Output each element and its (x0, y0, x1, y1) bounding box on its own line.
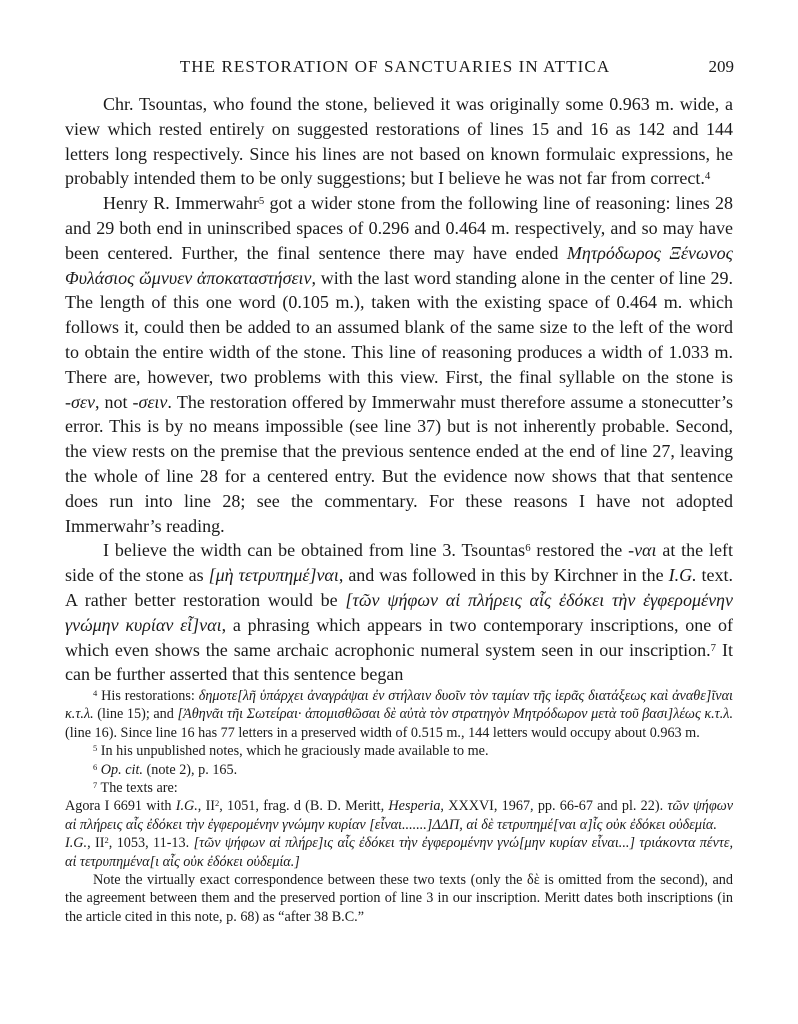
footnote-ref-5: 5 (258, 195, 265, 208)
text-entry-ig: I.G., $II^2$, 1053, 11-13. [τῶν ψήφων αἱ πλήρε]ις αἷς ἐδόκει τὴν ἐγφερομένην γνώ[μην κυρίαν εἶναι...] τριάκοντα πέντε, αἱ τετρυπημένα[ι αἷς οὐκ ἐδόκει οὐδεμία.] (65, 835, 734, 870)
greek-inscription-text: τῶν ψήφων αἱ πλήρεις αἷς ἐδόκει τὴν ἐγφερομένην γνώμην κυρίαν [εἶναι.......]ΔΔΠ, αἱ δὲ τετρυπημέ[ναι α]ἷς οὐκ ἐδόκει οὐδεμία. (65, 798, 734, 833)
text-entry-agora: Agora I 6691 with I.G., $II^2$, 1051, frag. d (B. D. Meritt, Hesperia, XXXVI, 1967, pp. 66-67 and pl. 22). τῶν ψήφων αἱ πλήρεις αἷς ἐδόκει τὴν ἐγφερομένην γνώμην κυρίαν [εἶναι.......]ΔΔΠ, αἱ δὲ τετρυπημέ[ναι α]ἷς οὐκ ἐδόκει οὐδεμία. (65, 798, 734, 833)
greek-syllable: -σεν (65, 391, 95, 412)
page-number: 209 (708, 57, 734, 76)
greek-phrase: Μητρόδωρος Ξένωνος Φυλάσιος ὤμνυεν ἀποκαταστήσειν (65, 242, 733, 288)
paragraph-2: Henry R. Immerwahr$^5$ got a wider stone from the following line of reasoning: lines 28 and 29 both end in uninscribed spaces of 0.296 and 0.464 m. respectively, and so may have been centered. Further, the final sentence there may have ended Μητρόδωρος Ξένωνος Φυλάσιος ὤμνυεν ἀποκαταστήσειν, with the last word standing alone in the center of line 29. The length of this one word (0.105 m.), taken with the existing space of 0.464 m. which follows it, could then be added to an assumed blank of the same size to the left of the word to obtain the entire width of the stone. This line of reasoning produces a width of 1.033 m. There are, however, two problems with this view. First, the final syllable on the stone is -σεν, not -σειν. The restoration offered by Immerwahr must therefore assume a stonecutter’s error. This is by no means impossible (see line 37) but is not inherently probable. Second, the view rests on the premise that the previous sentence ended at the end of line 27, leaving the whole of line 28 for a centered entry. But the evidence now shows that that sentence does run into line 28; see the commentary. For these reasons I have not adopted Immerwahr’s reading. (65, 193, 734, 536)
body-text (65, 92, 733, 687)
running-header (56, 57, 734, 81)
footnote-ref-7: 7 (710, 641, 717, 654)
footnote-mark: 6 (93, 761, 98, 772)
paragraph-1: Chr. Tsountas, who found the stone, believed it was originally some 0.963 m. wide, a view which rested entirely on suggested restorations of lines 15 and 16 as 142 and 144 letters long respectively. Since his lines are not based on known formulaic expressions, he probably intended them to be only suggestions; but I believe he was not far from correct.$^4$ (65, 94, 733, 189)
running-title: THE RESTORATION OF SANCTUARIES IN ATTICA (179, 57, 611, 76)
greek-restoration: [τῶν ψήφων αἱ πλήρεις αἷς ἐδόκει τὴν ἐγφερομένην γνώμην κυρίαν εἶ]ναι (65, 589, 733, 635)
greek-syllable: -σειν (132, 391, 168, 412)
citation-ig: I.G. (668, 565, 697, 586)
footnote-5: $^5$ In his unpublished notes, which he graciously made available to me. (93, 743, 489, 760)
footnote-7: $^7$ The texts are: (93, 780, 178, 797)
greek-restoration: [μὴ τετρυπημέ]ναι (208, 565, 339, 586)
footnote-mark: 4 (93, 688, 98, 699)
greek-syllable: -ναι (628, 540, 657, 561)
paragraph-3: I believe the width can be obtained from line 3. Tsountas$^6$ restored the -ναι at the left side of the stone as [μὴ τετρυπημέ]ναι, and was followed in this by Kirchner in the I.G. text. A rather better restoration would be [τῶν ψήφων αἱ πλήρεις αἷς ἐδόκει τὴν ἐγφερομένην γνώμην κυρίαν εἶ]ναι, a phrasing which appears in two contemporary inscriptions, one of which even shows the same archaic acrophonic numeral system seen in our inscription.$^7$ It can be further asserted that this sentence began (65, 540, 734, 685)
footnote-ref-4: 4 (704, 170, 711, 183)
footnote-6: $^6$ Op. cit. (note 2), p. 165. (93, 761, 238, 778)
footnote-closing-note: Note the virtually exact correspondence between these two texts (only the δὲ is omitted from the second), and the agreement between them and the preserved portion of line 3 in our inscription. Meritt dates both inscriptions (in the article cited in this note, p. 68) as “after 38 B.C.” (65, 872, 733, 925)
footnotes (65, 687, 733, 926)
greek-inscription-text: [τῶν ψήφων αἱ πλήρε]ις αἷς ἐδόκει τὴν ἐγφερομένην γνώ[μην κυρίαν εἶναι...] τριάκοντα πέντε, αἱ τετρυπημένα[ι αἷς οὐκ ἐδόκει οὐδεμία.] (65, 835, 734, 870)
greek-restoration: [Ἀθηνᾶι τῆι Σωτείραι· ἀπομισθῶσαι δὲ αὐτὰ τὸν στρατηγὸν Μητρόδωρον μετὰ τοῦ βασι]λέως κ.τ.λ. (177, 706, 733, 723)
greek-restoration: δημοτε[λῆ ὑπάρχει ἀναγράψαι ἐν στήλαιν δυοῖν τὸν ταμίαν τῆς ἱερᾶς διατάξεως καὶ ἀναθε]ῖναι κ.τ.λ. (65, 688, 733, 723)
footnote-4: $^4$ His restorations: δημοτε[λῆ ὑπάρχει ἀναγράψαι ἐν στήλαιν δυοῖν τὸν ταμίαν τῆς ἱερᾶς διατάξεως καὶ ἀναθε]ῖναι κ.τ.λ. (line 15); and [Ἀθηνᾶι τῆι Σωτείραι· ἀπομισθῶσαι δὲ αὐτὰ τὸν στρατηγὸν Μητρόδωρον μετὰ τοῦ βασι]λέως κ.τ.λ. (line 16). Since line 16 has 77 letters in a preserved width of 0.515 m., 144 letters would occupy about 0.963 m. (65, 688, 733, 741)
footnote-mark: 7 (93, 780, 98, 791)
footnote-mark: 5 (93, 743, 98, 754)
footnote-ref-6: 6 (525, 542, 531, 555)
